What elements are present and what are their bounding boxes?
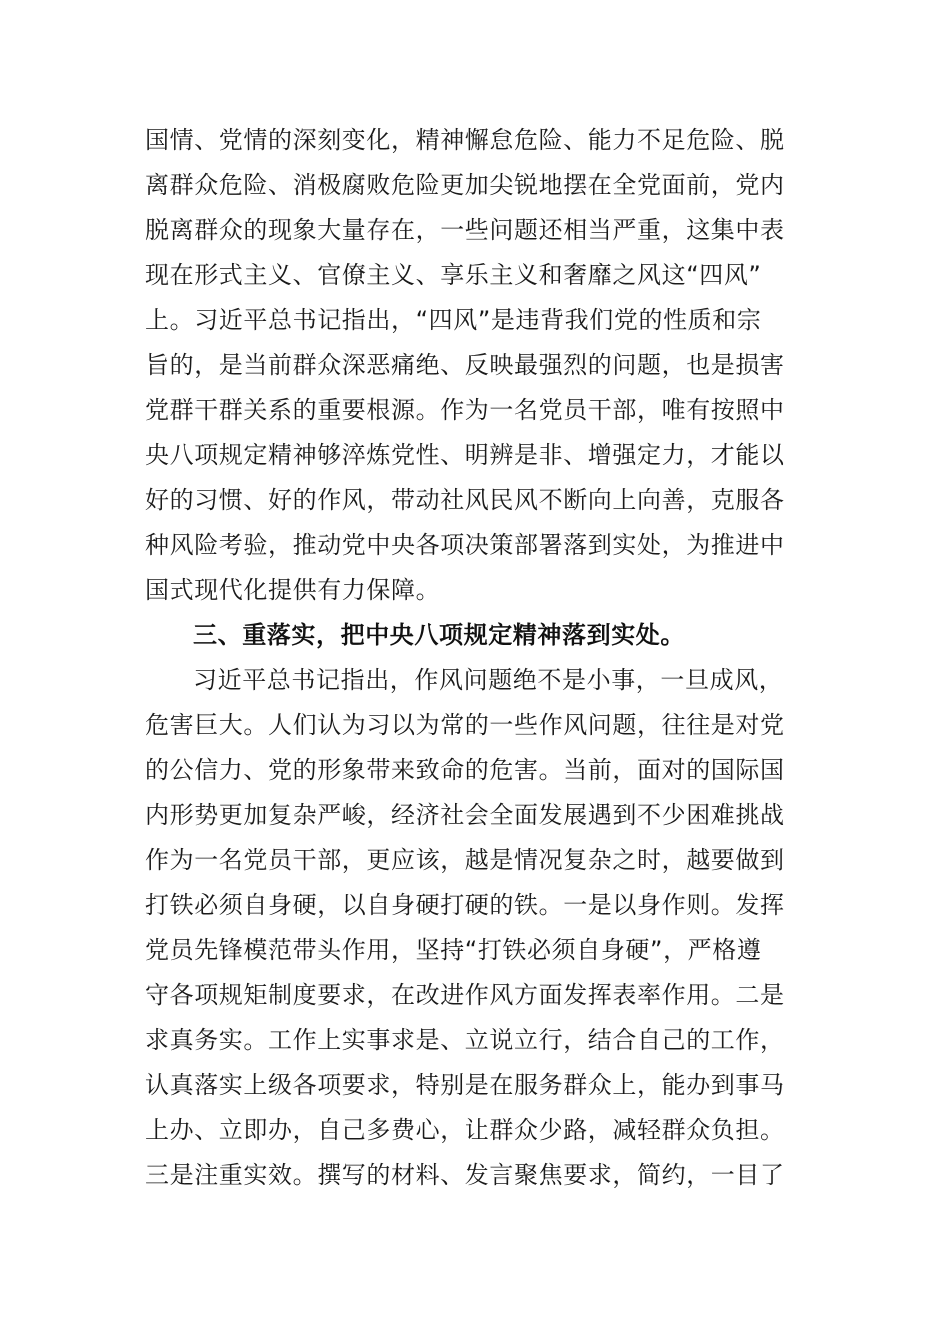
body-text-line: 旨的，是当前群众深恶痛绝、反映最强烈的问题，也是损害 [145,351,785,379]
body-text-line: 三是注重实效。撰写的材料、发言聚焦要求，简约，一目了 [145,1161,785,1189]
section-heading: 三、重落实，把中央八项规定精神落到实处。 [193,621,685,649]
body-text-line: 党员先锋模范带头作用，坚持“打铁必须自身硬”，严格遵 [145,936,762,964]
body-text-line: 危害巨大。人们认为习以为常的一些作风问题，往往是对党 [145,711,785,739]
body-text-line: 好的习惯、好的作风，带动社风民风不断向上向善，克服各 [145,486,785,514]
body-text-line: 作为一名党员干部，更应该，越是情况复杂之时，越要做到 [145,846,785,874]
body-text-line: 央八项规定精神够淬炼党性、明辨是非、增强定力，才能以 [145,441,785,469]
body-text-line: 守各项规矩制度要求，在改进作风方面发挥表率作用。二是 [145,981,785,1009]
body-text-line: 的公信力、党的形象带来致命的危害。当前，面对的国际国 [145,756,785,784]
body-text-line: 打铁必须自身硬，以自身硬打硬的铁。一是以身作则。发挥 [145,891,785,919]
body-text-line: 离群众危险、消极腐败危险更加尖锐地摆在全党面前，党内 [145,171,785,199]
body-text-line: 国式现代化提供有力保障。 [145,576,441,604]
body-text-line: 上办、立即办，自己多费心，让群众少路，减轻群众负担。 [145,1116,785,1144]
body-text-line: 内形势更加复杂严峻，经济社会全面发展遇到不少困难挑战 [145,801,785,829]
body-text-line: 国情、党情的深刻变化，精神懈怠危险、能力不足危险、脱 [145,126,785,154]
body-text-line: 种风险考验，推动党中央各项决策部署落到实处，为推进中 [145,531,785,559]
body-text-line: 上。习近平总书记指出，“四风”是违背我们党的性质和宗 [145,306,762,334]
paragraph-first-line: 习近平总书记指出，作风问题绝不是小事，一旦成风， [193,666,784,694]
body-text-line: 认真落实上级各项要求，特别是在服务群众上，能办到事马 [145,1071,785,1099]
body-text-line: 脱离群众的现象大量存在，一些问题还相当严重，这集中表 [145,216,785,244]
body-text-line: 求真务实。工作上实事求是、立说立行，结合自己的工作， [145,1026,785,1054]
body-text-line: 党群干群关系的重要根源。作为一名党员干部，唯有按照中 [145,396,785,424]
body-text-line: 现在形式主义、官僚主义、享乐主义和奢靡之风这“四风” [145,261,762,289]
